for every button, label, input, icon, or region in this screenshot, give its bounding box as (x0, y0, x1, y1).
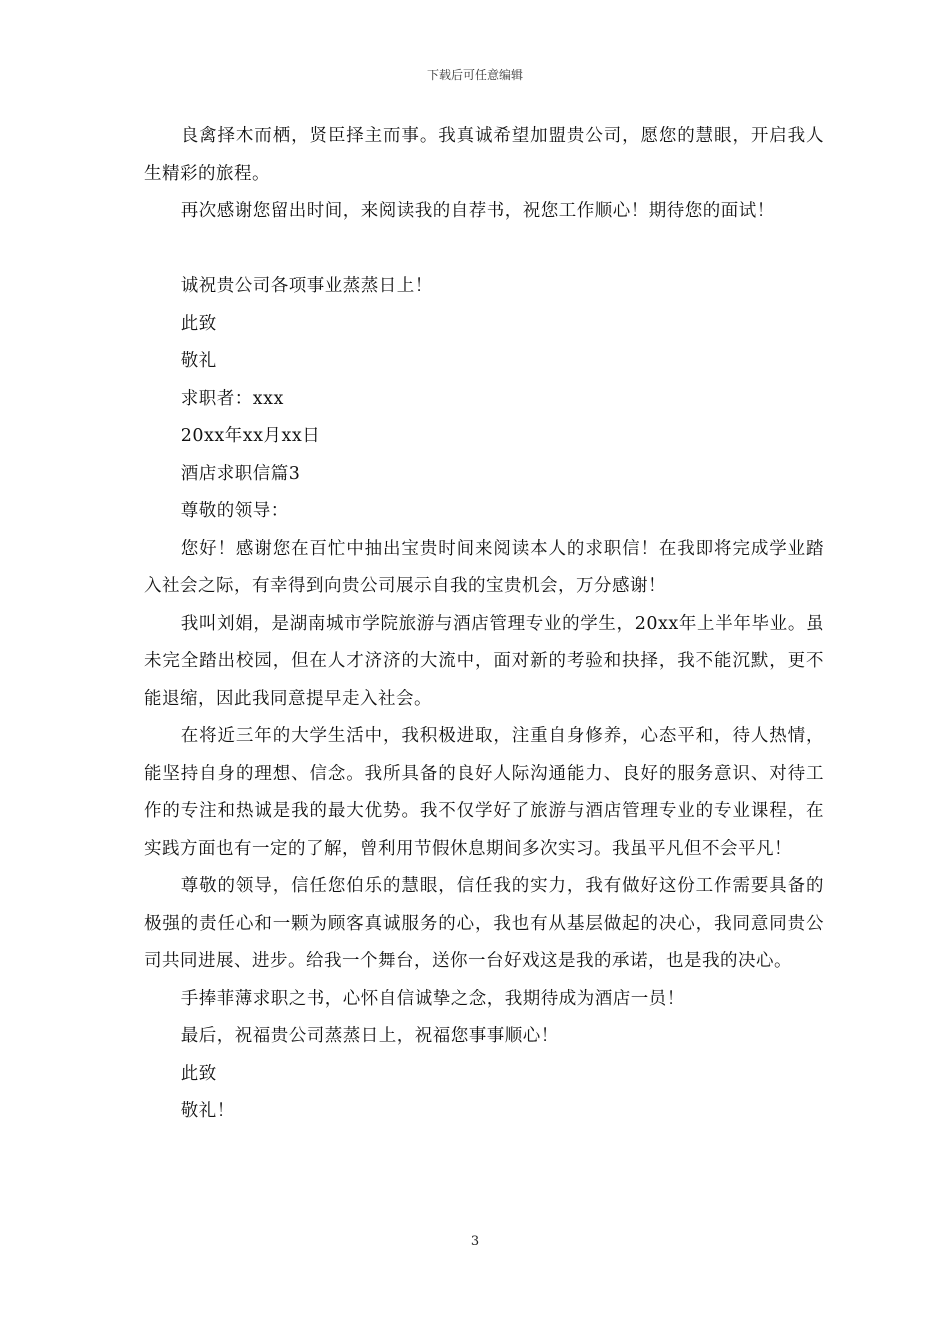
paragraph: 此致 (180, 1063, 217, 1084)
section-title: 酒店求职信篇3 (180, 463, 301, 484)
blank-line (144, 231, 824, 269)
paragraph: 在将近三年的大学生活中，我积极进取，注重自身修养，心态平和，待人热情，能坚持自身的理想、信念。我所具备的良好人际沟通能力、良好的服务意识、对待工作的专注和热诚是我的最大优势。我不仅学好了旅游与酒店管理专业的专业课程，在实践方面也有一定的了解，曾利用节假休息期间多次实习。我虽平凡但不会平凡！ (144, 726, 824, 859)
page-number: 3 (470, 1234, 480, 1249)
date-line: 20xx年xx月xx日 (180, 426, 321, 446)
paragraph: 此致 (180, 313, 217, 334)
salutation: 尊敬的领导： (180, 501, 289, 521)
paragraph: 再次感谢您留出时间，来阅读我的自荐书，祝您工作顺心！期待您的面试！ (180, 201, 775, 221)
paragraph: 敬礼！ (180, 1101, 235, 1121)
document-body (144, 118, 824, 1131)
paragraph: 诚祝贵公司各项事业蒸蒸日上！ (180, 276, 433, 296)
paragraph: 敬礼 (180, 351, 217, 371)
signature-line: 求职者：xxx (180, 388, 284, 409)
paragraph: 尊敬的领导，信任您伯乐的慧眼，信任我的实力，我有做好这份工作需要具备的极强的责任心和一颗为顾客真诚服务的心，我也有从基层做起的决心，我同意同贵公司共同进展、进步。给我一个舞台，送你一台好戏这是我的承诺，也是我的决心。 (144, 876, 824, 971)
paragraph: 您好！感谢您在百忙中抽出宝贵时间来阅读本人的求职信！在我即将完成学业踏入社会之际，有幸得到向贵公司展示自我的宝贵机会，万分感谢！ (144, 538, 824, 596)
page-header-note: 下载后可任意编辑 (426, 68, 523, 82)
paragraph: 良禽择木而栖，贤臣择主而事。我真诚希望加盟贵公司，愿您的慧眼，开启我人生精彩的旅程。 (144, 126, 824, 184)
paragraph: 手捧菲薄求职之书，心怀自信诚挚之念，我期待成为酒店一员！ (180, 988, 685, 1009)
paragraph: 最后，祝福贵公司蒸蒸日上，祝福您事事顺心！ (180, 1026, 559, 1046)
paragraph: 我叫刘娟，是湖南城市学院旅游与酒店管理专业的学生，20xx年上半年毕业。虽未完全踏出校园，但在人才济济的大流中，面对新的考验和抉择，我不能沉默，更不能退缩，因此我同意提早走入社会。 (144, 613, 824, 709)
